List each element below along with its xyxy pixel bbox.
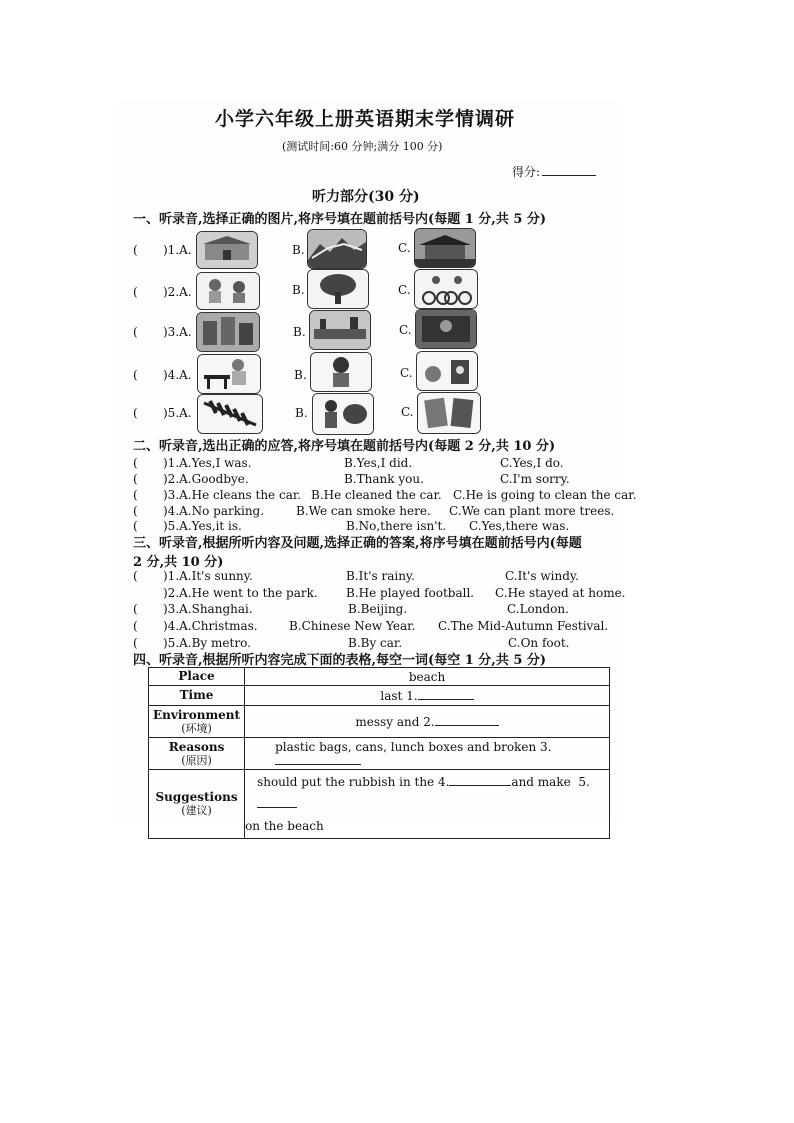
p3-q2-option-c[interactable]: C.He stayed at home. xyxy=(495,586,626,600)
q1-option-c-picture[interactable] xyxy=(414,228,476,268)
p2-q3-option-b[interactable]: B.He cleaned the car. xyxy=(311,488,442,502)
p2-q4-option-a[interactable]: )4.A.No parking. xyxy=(163,504,265,518)
q2-option-b-label: B. xyxy=(292,283,305,297)
time-cell xyxy=(245,686,610,706)
p3-q1-option-a[interactable]: )1.A.It's sunny. xyxy=(163,569,253,583)
p3-q5-option-c[interactable]: C.On foot. xyxy=(508,636,570,650)
score-blank[interactable] xyxy=(542,175,596,176)
p3-q5-option-b[interactable]: B.By car. xyxy=(348,636,403,650)
q3-option-b-picture[interactable] xyxy=(309,310,371,350)
environment-label: Environment xyxy=(153,707,241,722)
section-3-heading-line2: 2 分,共 10 分) xyxy=(133,555,224,570)
page-title: 小学六年级上册英语期末学情调研 xyxy=(215,108,516,130)
q2-answer-bracket[interactable]: ( xyxy=(133,285,138,299)
q3-answer-bracket[interactable]: ( xyxy=(133,325,138,339)
p2-q3-option-a[interactable]: )3.A.He cleans the car. xyxy=(163,488,302,502)
table-row xyxy=(149,738,610,770)
score-label: 得分: xyxy=(512,165,541,179)
environment-label-cn: (环境) xyxy=(181,721,212,735)
q5-option-c-picture[interactable] xyxy=(417,392,481,434)
suggestions-label-cn: (建议) xyxy=(181,804,212,817)
q4-answer-bracket[interactable]: ( xyxy=(133,368,138,382)
p2-q2-answer-bracket[interactable]: ( xyxy=(133,472,138,486)
blank-4[interactable] xyxy=(449,785,511,786)
q2-label: )2.A. xyxy=(163,285,192,299)
suggestions-header xyxy=(149,770,245,839)
q4-option-a-picture[interactable] xyxy=(197,354,261,394)
score-field[interactable] xyxy=(512,163,596,180)
blank-2[interactable] xyxy=(435,725,499,726)
q2-option-b-picture[interactable] xyxy=(307,269,369,309)
environment-cell xyxy=(245,706,610,738)
q3-option-c-picture[interactable] xyxy=(415,309,477,349)
reasons-header xyxy=(149,738,245,770)
q1-label: )1.A. xyxy=(163,243,192,257)
p3-q3-option-c[interactable]: C.London. xyxy=(507,602,569,616)
p2-q1-option-b[interactable]: B.Yes,I did. xyxy=(344,456,413,470)
p2-q3-option-c[interactable]: C.He is going to clean the car. xyxy=(453,488,637,502)
reasons-label: Reasons xyxy=(168,739,225,754)
p3-q4-option-b[interactable]: B.Chinese New Year. xyxy=(289,619,416,633)
listening-table xyxy=(148,667,610,839)
table-row xyxy=(149,668,610,686)
p2-q1-option-a[interactable]: )1.A.Yes,I was. xyxy=(163,456,252,470)
section-4-heading: 四、听录音,根据所听内容完成下面的表格,每空一词(每空 1 分,共 5 分) xyxy=(133,653,547,668)
table-row xyxy=(149,770,610,839)
p3-q5-answer-bracket[interactable]: ( xyxy=(133,636,138,650)
suggestions-value-2: and make xyxy=(511,775,571,789)
q3-option-c-label: C. xyxy=(399,323,412,337)
exam-subtitle: (测试时间:60 分钟;满分 100 分) xyxy=(282,140,443,153)
table-row xyxy=(149,686,610,706)
q1-option-b-picture[interactable] xyxy=(307,229,367,269)
section-3-heading: 三、听录音,根据所听内容及问题,选择正确的答案,将序号填在题前括号内(每题 xyxy=(133,536,582,551)
q5-option-a-picture[interactable] xyxy=(197,394,263,434)
p3-q1-option-c[interactable]: C.It's windy. xyxy=(505,569,579,583)
place-header: Place xyxy=(149,668,245,686)
q3-option-b-label: B. xyxy=(293,325,306,339)
p2-q3-answer-bracket[interactable]: ( xyxy=(133,488,138,502)
section-1-heading: 一、听录音,选择正确的图片,将序号填在题前括号内(每题 1 分,共 5 分) xyxy=(133,212,547,227)
p2-q1-answer-bracket[interactable]: ( xyxy=(133,456,138,470)
p2-q5-answer-bracket[interactable]: ( xyxy=(133,519,138,533)
p3-q2-option-b[interactable]: B.He played football. xyxy=(346,586,475,600)
reasons-value: plastic bags, cans, lunch boxes and broken 3. xyxy=(275,739,552,754)
suggestions-cell xyxy=(245,770,610,839)
section-2-heading: 二、听录音,选出正确的应答,将序号填在题前括号内(每题 2 分,共 10 分) xyxy=(133,439,556,454)
q5-label: )5.A. xyxy=(163,406,192,420)
p2-q5-option-c[interactable]: C.Yes,there was. xyxy=(469,519,570,533)
p3-q1-answer-bracket[interactable]: ( xyxy=(133,569,138,583)
q4-option-b-label: B. xyxy=(294,368,307,382)
p2-q4-answer-bracket[interactable]: ( xyxy=(133,504,138,518)
blank-1[interactable] xyxy=(418,699,474,700)
blank-3[interactable] xyxy=(275,764,361,765)
q2-option-c-picture[interactable] xyxy=(414,269,478,309)
q4-option-c-picture[interactable] xyxy=(416,351,478,391)
reasons-label-cn: (原因) xyxy=(181,753,212,767)
p3-q4-answer-bracket[interactable]: ( xyxy=(133,619,138,633)
time-header: Time xyxy=(149,686,245,706)
q5-option-b-label: B. xyxy=(295,406,308,420)
reasons-cell xyxy=(245,738,610,770)
listening-part-title: 听力部分(30 分) xyxy=(312,189,420,205)
p2-q2-option-a[interactable]: )2.A.Goodbye. xyxy=(163,472,249,486)
p2-q5-option-b[interactable]: B.No,there isn't. xyxy=(346,519,447,533)
q1-answer-bracket[interactable]: ( xyxy=(133,243,138,257)
table-row xyxy=(149,706,610,738)
place-value: beach xyxy=(245,668,610,686)
q4-label: )4.A. xyxy=(163,368,192,382)
q4-option-b-picture[interactable] xyxy=(310,352,372,392)
p2-q4-option-c[interactable]: C.We can plant more trees. xyxy=(449,504,615,518)
p2-q4-option-b[interactable]: B.We can smoke here. xyxy=(296,504,431,518)
q2-option-a-picture[interactable] xyxy=(196,272,260,310)
p3-q5-option-a[interactable]: )5.A.By metro. xyxy=(163,636,251,650)
q5-answer-bracket[interactable]: ( xyxy=(133,406,138,420)
q1-option-b-label: B. xyxy=(292,243,305,257)
p3-q3-option-a[interactable]: )3.A.Shanghai. xyxy=(163,602,253,616)
p3-q1-option-b[interactable]: B.It's rainy. xyxy=(346,569,415,583)
time-value: last 1. xyxy=(380,688,418,703)
q4-option-c-label: C. xyxy=(400,366,413,380)
environment-value: messy and 2. xyxy=(355,714,435,729)
q2-option-c-label: C. xyxy=(398,283,411,297)
environment-header xyxy=(149,706,245,738)
q5-option-b-picture[interactable] xyxy=(312,393,374,435)
q1-option-c-label: C. xyxy=(398,241,411,255)
q3-option-a-picture[interactable] xyxy=(196,312,260,352)
p3-q4-option-a[interactable]: )4.A.Christmas. xyxy=(163,619,258,633)
suggestions-label: Suggestions xyxy=(155,790,238,804)
q1-option-a-picture[interactable] xyxy=(196,231,258,269)
p3-q3-answer-bracket[interactable]: ( xyxy=(133,602,138,616)
q5-option-c-label: C. xyxy=(401,405,414,419)
p3-q2-option-a[interactable]: )2.A.He went to the park. xyxy=(163,586,318,600)
suggestions-value: should put the rubbish in the 4. xyxy=(257,775,450,789)
suggestions-value-3: 5. xyxy=(578,775,590,789)
p2-q2-option-b[interactable]: B.Thank you. xyxy=(344,472,424,486)
q3-label: )3.A. xyxy=(163,325,192,339)
suggestions-value-4: on the beach xyxy=(245,819,324,833)
blank-5[interactable] xyxy=(257,807,297,808)
p3-q3-option-b[interactable]: B.Beijing. xyxy=(348,602,408,616)
p2-q5-option-a[interactable]: )5.A.Yes,it is. xyxy=(163,519,242,533)
p2-q2-option-c[interactable]: C.I'm sorry. xyxy=(500,472,570,486)
p2-q1-option-c[interactable]: C.Yes,I do. xyxy=(500,456,564,470)
p3-q4-option-c[interactable]: C.The Mid-Autumn Festival. xyxy=(438,619,609,633)
